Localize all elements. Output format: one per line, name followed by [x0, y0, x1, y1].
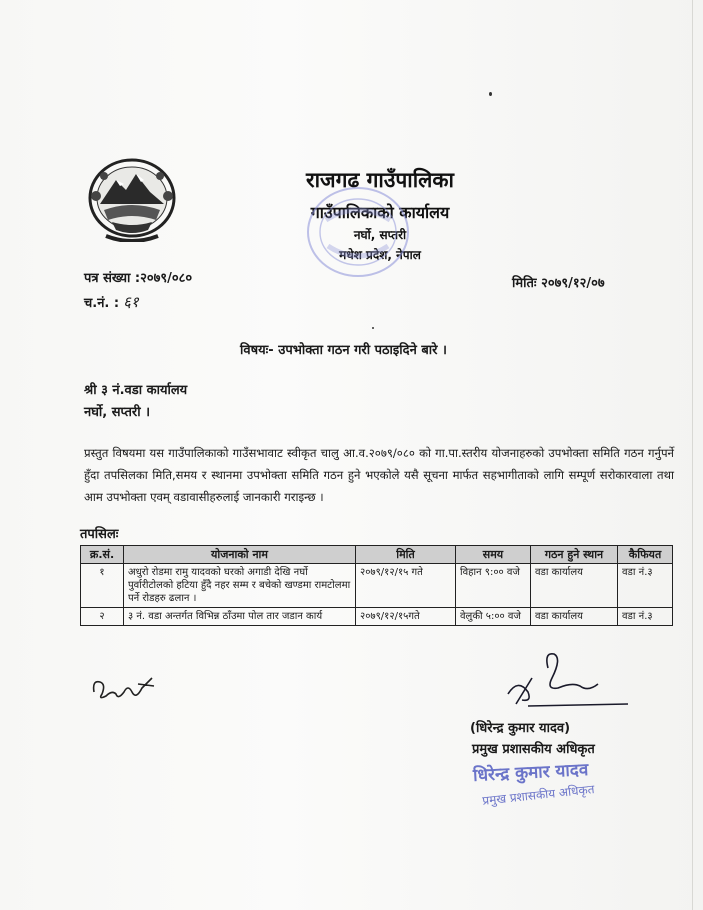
cell-serial: १: [81, 564, 124, 608]
office-place: नर्घो, सप्तरी: [353, 228, 407, 242]
addressee-place: नर्घो, सप्तरी ।: [84, 405, 151, 420]
cell-venue: वडा कार्यालय: [531, 564, 618, 608]
cell-time: विहान ९:०० वजे: [456, 564, 531, 608]
reference-number: पत्र संख्या :२०७९/०८०: [84, 271, 193, 286]
col-remarks: कैफियत: [618, 546, 673, 564]
col-project-name: योजनाको नाम: [124, 546, 356, 564]
office-province: मधेश प्रदेश, नेपाल: [339, 248, 421, 262]
signature-icon: [88, 670, 160, 706]
name-stamp: धिरेन्द्र कुमार यादव: [472, 759, 589, 787]
cell-project-name: ३ नं. वडा अन्तर्गत विभिन्न ठाँउमा पोल तार जडान कार्य: [124, 608, 356, 626]
cell-project-name: अधुरो रोडमा रामु यादवको घरको अगाडी देखि नर्घो पुर्वारीटोलको हटिया हुँदै नहर सम्म र बचेको खण्डमा रामटोलमा पर्ने रोडहरु ढलान ।: [124, 564, 356, 608]
cell-remarks: वडा नं.३: [618, 564, 673, 608]
title-stamp: प्रमुख प्रशासकीय अधिकृत: [481, 782, 596, 808]
addressee-office: श्री ३ नं.वडा कार्यालय: [84, 383, 188, 398]
dispatch-number: [84, 292, 139, 312]
cell-remarks: वडा नं.३: [618, 608, 673, 626]
nepal-emblem-icon: [86, 156, 178, 242]
signatory-name: (धिरेन्द्र कुमार यादव): [470, 721, 571, 736]
letter-subject: विषयः- उपभोक्ता गठन गरी पठाइदिने बारे ।: [240, 343, 447, 358]
col-venue: गठन हुने स्थान: [531, 546, 618, 564]
scan-speck: [489, 92, 492, 96]
col-date: मिति: [356, 546, 456, 564]
col-serial: क्र.सं.: [81, 546, 124, 564]
page-edge: [692, 0, 693, 910]
municipality-name: राजगढ गाउँपालिका: [306, 168, 454, 192]
schedule-heading: तपसिलः: [80, 527, 119, 542]
cell-serial: २: [81, 608, 124, 626]
table-row: [81, 564, 673, 608]
cell-date: २०७९/१२/१५गते: [356, 608, 456, 626]
office-seal-icon: [296, 180, 414, 280]
col-time: समय: [456, 546, 531, 564]
cell-time: वेलुकी ५:०० वजे: [456, 608, 531, 626]
table-row: [81, 608, 673, 626]
cell-venue: वडा कार्यालय: [531, 608, 618, 626]
cell-date: २०७९/१२/१५ गते: [356, 564, 456, 608]
dispatch-value: ६१: [123, 293, 139, 311]
signature-icon: [488, 648, 638, 718]
signatory-title: प्रमुख प्रशासकीय अधिकृत: [472, 742, 595, 757]
letter-body: प्रस्तुत विषयमा यस गाउँपालिकाको गाउँसभावाट स्वीकृत चालु आ.व.२०७९/०८० को गा.पा.स्तरीय योजनाहरुको उपभोक्ता समिति गठन गर्नुपर्ने हुँदा तपसिलका मिति,समय र स्थानमा उपभोक्ता समिति गठन हुने भएकोले यसै सूचना मार्फत सहभागीताको लागि सम्पूर्ण सरोकारवाला तथा आम उपभोक्ता एवम् वडावासीहरुलाई जानकारी गराइन्छ ।: [84, 446, 674, 504]
letter-date: मितिः २०७९/१२/०७: [512, 276, 605, 291]
office-name: गाउँपालिकाको कार्यालय: [310, 203, 450, 222]
schedule-table: [80, 545, 673, 626]
dispatch-label: च.नं. :: [84, 296, 120, 311]
scan-speck: [372, 327, 374, 329]
table-header-row: [81, 546, 673, 564]
